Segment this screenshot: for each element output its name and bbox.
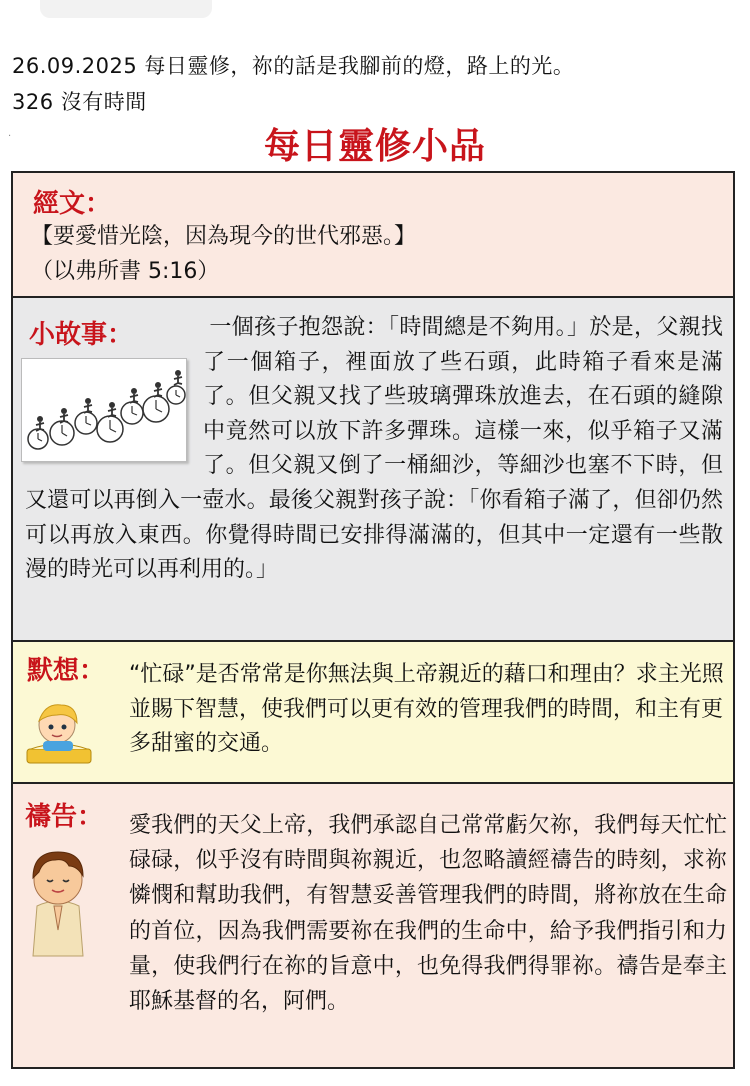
date-header: 26.09.2025 每日靈修，祢的話是我腳前的燈，路上的光。 xyxy=(12,54,575,78)
scripture-label: 經文： xyxy=(33,189,112,219)
reading-child-illustration xyxy=(21,697,95,767)
page-title: 每日靈修小品 xyxy=(263,126,486,167)
scripture-verse: 【要愛惜光陰，因為現今的世代邪惡。】 xyxy=(31,224,417,249)
prayer-label: 禱告： xyxy=(25,802,104,832)
running-clocks-illustration xyxy=(21,358,187,462)
prayer-section xyxy=(13,784,733,1067)
devotion-number-title: 326 沒有時間 xyxy=(12,90,147,114)
stray-dot: . xyxy=(8,128,12,139)
devotion-card xyxy=(11,171,735,1069)
story-text: 一個孩子抱怨說：「時間總是不夠用。」於是，父親找了一個箱子，裡面放了些石頭，此時箱子看來是滿了。但父親又找了些玻璃彈珠放進去，在石頭的縫隙中竟然可以放下許多彈珠。這樣一來，似乎箱子又滿了。但父親又倒了一桶細沙，等細沙也塞不下時，但又還可以再倒入一壺水。最後父親對孩子說：「你看箱子滿了，但卻仍然可以再放入東西。你覺得時間已安排得滿滿的，但其中一定還有一些散漫的時光可以再利用的。」 xyxy=(25,315,723,583)
praying-child-illustration xyxy=(21,844,95,962)
meditation-section xyxy=(13,642,733,784)
scripture-section xyxy=(13,173,733,298)
meditation-label: 默想： xyxy=(27,656,106,686)
meditation-text: “忙碌”是否常常是你無法與上帝親近的藉口和理由？求主光照並賜下智慧，使我們可以更有效的管理我們的時間，和主有更多甜蜜的交通。 xyxy=(129,662,724,756)
story-label: 小故事： xyxy=(29,320,134,350)
story-section xyxy=(13,298,733,642)
prayer-text: 愛我們的天父上帝，我們承認自己常常虧欠祢，我們每天忙忙碌碌，似乎沒有時間與祢親近，也忽略讀經禱告的時刻，求祢憐憫和幫助我們，有智慧妥善管理我們的時間，將祢放在生命的首位，因為我們需要祢在我們的生命中，給予我們指引和力量，使我們行在祢的旨意中，也免得我們得罪祢。禱告是奉主耶穌基督的名，阿們。 xyxy=(129,813,727,1015)
scripture-reference: （以弗所書 5:16） xyxy=(31,259,220,284)
top-tab-shape xyxy=(40,0,212,18)
